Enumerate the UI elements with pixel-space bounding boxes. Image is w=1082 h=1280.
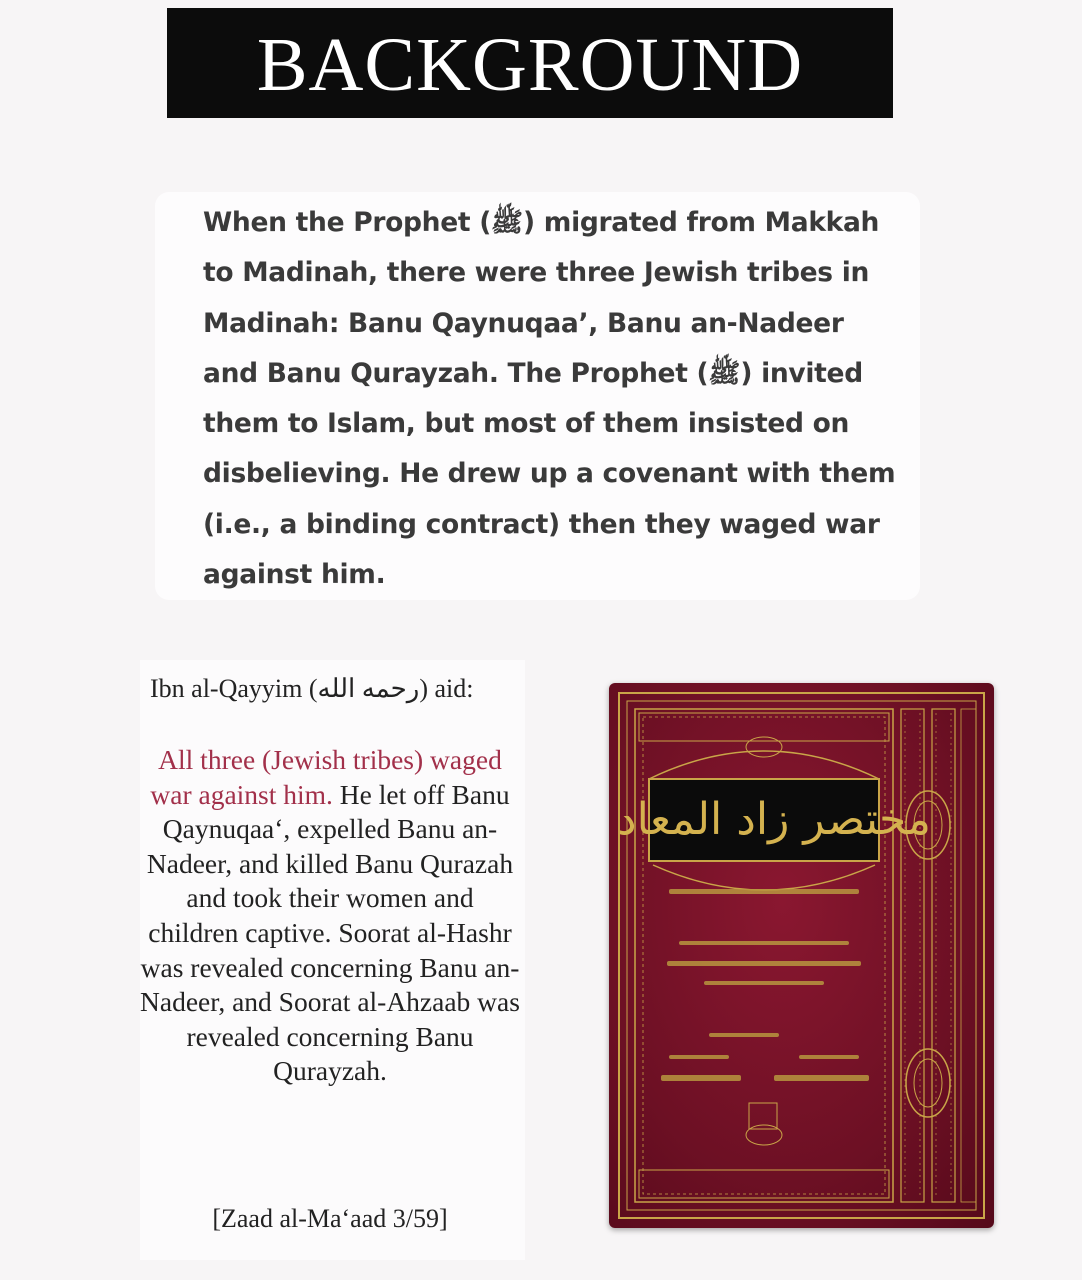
intro-paragraph: When the Prophet (ﷺ) migrated from Makkah to Madinah, there were three Jewish tribes in Madinah: Banu Qaynuqaa’, Banu an-Nadeer and Banu Qurayzah. The Prophet (ﷺ) invited them to Islam, but most of them insisted on disbelieving. He drew up a covenant with them (i.e., a binding contract) then they waged war against him. [203,207,896,591]
quote-highlight: All three (Jewish tribes) waged war against him. [150,744,502,810]
book-title: مختصر زاد المعاد [616,794,931,845]
intro-card [155,192,920,600]
book-cover-image [609,683,994,1228]
quote-card [140,660,525,1260]
title-banner [167,8,893,118]
quote-body: He let off Banu Qaynuqaa‘, expelled Banu an-Nadeer, and killed Banu Qurazah and took their women and children captive. Soorat al-Hashr was revealed concerning Banu an-Nadeer, and Soorat al-Ahzaab was revealed concerning Banu Qurayzah. [140,778,520,1087]
quote-text [140,743,520,1089]
quote-attribution: Ibn al-Qayyim (رحمه الله) aid: [150,674,474,703]
citation: [Zaad al-Ma‘aad 3/59] [212,1204,448,1233]
book-ornament [609,683,994,1228]
page-title: BACKGROUND [256,23,804,107]
